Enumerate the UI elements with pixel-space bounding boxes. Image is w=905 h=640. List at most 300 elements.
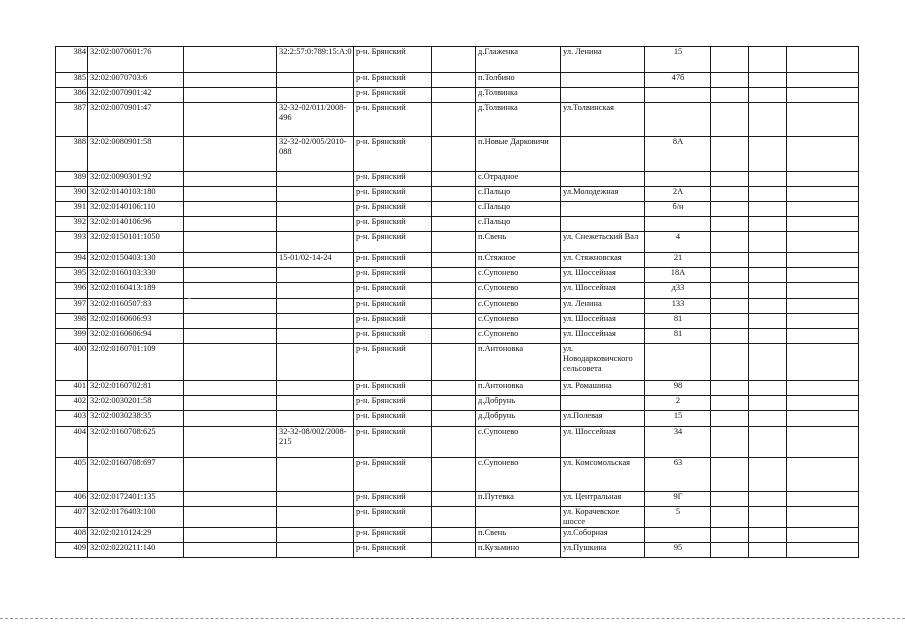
cell-empty [749,103,787,137]
cell-number: 397 [56,299,88,314]
cell-empty [432,427,476,458]
cell-district: р-н. Брянский [354,507,432,528]
table-row [56,47,859,73]
cell-empty [432,411,476,427]
cell-empty [749,253,787,268]
cell-empty [749,543,787,558]
table-row [56,344,859,381]
cell-district: р-н. Брянский [354,528,432,543]
cell-empty [432,396,476,411]
cell-empty [184,283,277,299]
cell-empty [432,492,476,507]
cell-cadastral-number: 32:02:0140106:96 [88,217,184,232]
cell-empty [184,217,277,232]
cell-number: 404 [56,427,88,458]
cell-district: р-н. Брянский [354,217,432,232]
cell-district: р-н. Брянский [354,187,432,202]
table-row [56,507,859,528]
cell-empty [749,507,787,528]
cell-empty [432,253,476,268]
cell-empty [749,314,787,329]
cell-cadastral-number: 32:02:0160708:625 [88,427,184,458]
cell-empty [184,314,277,329]
cell-cadastral-number: 32:02:0160702:81 [88,381,184,396]
cell-district: р-н. Брянский [354,543,432,558]
cell-house: 5 [645,507,711,528]
cell-empty [184,507,277,528]
cell-empty [432,344,476,381]
cell-house: д33 [645,283,711,299]
cell-number: 401 [56,381,88,396]
cell-empty [432,268,476,283]
cell-empty [749,268,787,283]
cell-number: 399 [56,329,88,344]
cell-number: 387 [56,103,88,137]
cell-empty [787,283,859,299]
cell-empty [432,543,476,558]
cell-cadastral-number: 32:02:0220211:140 [88,543,184,558]
cell-registration-number [277,283,354,299]
cell-registration-number [277,232,354,253]
cell-empty [749,427,787,458]
cell-house [645,103,711,137]
cell-cadastral-number: 32:02:0176403:100 [88,507,184,528]
cell-house: 133 [645,299,711,314]
cell-registration-number [277,217,354,232]
table-row [56,137,859,172]
cell-empty [787,344,859,381]
cell-house: б/н [645,202,711,217]
cell-registration-number [277,507,354,528]
cell-district: р-н. Брянский [354,458,432,492]
cell-settlement: д.Глаженка [476,47,561,73]
cell-empty [711,187,749,202]
cell-empty [711,47,749,73]
cell-registration-number [277,88,354,103]
cell-district: р-н. Брянский [354,47,432,73]
cell-empty [749,458,787,492]
cell-cadastral-number: 32:02:0160507:83 [88,299,184,314]
cell-empty [711,458,749,492]
cell-empty [184,329,277,344]
cell-settlement: д.Толвинка [476,103,561,137]
cell-empty [787,543,859,558]
cell-settlement: с.Супонево [476,458,561,492]
cell-settlement: д.Толвинка [476,88,561,103]
cell-empty [711,381,749,396]
cell-settlement: с.Супонево [476,268,561,283]
cell-settlement: п.Толбино [476,73,561,88]
cell-cadastral-number: 32:02:0210124:29 [88,528,184,543]
cell-empty [749,217,787,232]
cell-street: ул.Соборная [561,528,645,543]
cell-empty [184,411,277,427]
cell-cadastral-number: 32:02:0160708:697 [88,458,184,492]
cell-empty [711,507,749,528]
cell-district: р-н. Брянский [354,73,432,88]
cell-empty [184,299,277,314]
cell-street [561,396,645,411]
cell-number: 388 [56,137,88,172]
cell-registration-number: 32:2:57:0:789:15:А:0 [277,47,354,73]
cell-empty [711,396,749,411]
cell-district: р-н. Брянский [354,396,432,411]
cell-registration-number [277,528,354,543]
cell-empty [432,88,476,103]
cell-house [645,344,711,381]
cell-empty [749,329,787,344]
cell-empty [711,344,749,381]
cell-house: 95 [645,543,711,558]
cell-district: р-н. Брянский [354,329,432,344]
table-row [56,283,859,299]
cell-empty [749,232,787,253]
cell-empty [432,172,476,187]
cell-street: ул. Шоссейная [561,314,645,329]
cell-empty [711,411,749,427]
cell-empty [711,217,749,232]
cell-cadastral-number: 32:02:0160606:93 [88,314,184,329]
cell-empty [787,528,859,543]
cell-empty [432,232,476,253]
cell-street [561,137,645,172]
cell-number: 403 [56,411,88,427]
cell-number: 393 [56,232,88,253]
cell-cadastral-number: 32:02:0150101:1050 [88,232,184,253]
cell-empty [711,103,749,137]
cell-registration-number: 32-32-08/002/2008-215 [277,427,354,458]
cell-district: р-н. Брянский [354,314,432,329]
cell-empty [711,314,749,329]
cell-empty [432,202,476,217]
cell-street: ул. Ленина [561,47,645,73]
cell-empty [184,381,277,396]
cell-street: ул. Шоссейная [561,283,645,299]
cell-cadastral-number: 32:02:0140106:110 [88,202,184,217]
cell-empty [787,217,859,232]
table-row [56,232,859,253]
cell-cadastral-number: 32:02:0070601:76 [88,47,184,73]
cell-registration-number [277,381,354,396]
cell-empty [432,381,476,396]
cell-empty [749,283,787,299]
table-row [56,268,859,283]
cell-settlement: д.Добрунь [476,411,561,427]
cell-empty [184,73,277,88]
cell-settlement: п.Антоновка [476,381,561,396]
cell-street: ул. Новодарковичского сельсовета [561,344,645,381]
cell-empty [787,232,859,253]
cell-registration-number: 32-32-02/011/2008-496 [277,103,354,137]
cell-registration-number [277,458,354,492]
cell-empty [432,73,476,88]
cell-cadastral-number: 32:02:0070901:47 [88,103,184,137]
table-row [56,528,859,543]
cell-empty [184,88,277,103]
cell-empty [432,299,476,314]
cell-street: ул. Комсомольская [561,458,645,492]
cell-street: ул.Пушкина [561,543,645,558]
cell-registration-number [277,396,354,411]
cell-empty [749,381,787,396]
cell-street: ул. Шоссейная [561,268,645,283]
cell-district: р-н. Брянский [354,103,432,137]
cell-empty [711,427,749,458]
cell-empty [432,507,476,528]
cell-house: 21 [645,253,711,268]
table-row [56,103,859,137]
cell-number: 406 [56,492,88,507]
cell-empty [787,253,859,268]
cell-registration-number [277,172,354,187]
cell-house: 9Г [645,492,711,507]
cell-empty [787,299,859,314]
cell-empty [787,492,859,507]
table-row [56,299,859,314]
cell-settlement: п.Антоновка [476,344,561,381]
cell-empty [787,329,859,344]
cell-district: р-н. Брянский [354,172,432,187]
cell-house [645,217,711,232]
cell-empty [711,137,749,172]
cell-number: 407 [56,507,88,528]
cell-district: р-н. Брянский [354,88,432,103]
cell-cadastral-number: 32:02:0160103:330 [88,268,184,283]
cell-district: р-н. Брянский [354,202,432,217]
cell-empty [749,396,787,411]
cell-empty [184,344,277,381]
cell-empty [184,528,277,543]
cell-empty [432,137,476,172]
cell-registration-number [277,543,354,558]
cell-settlement: п.Свень [476,232,561,253]
cell-registration-number [277,202,354,217]
cell-empty [787,268,859,283]
table-row [56,329,859,344]
cell-empty [749,187,787,202]
cell-settlement: д.Добрунь [476,396,561,411]
cell-cadastral-number: 32:02:0030238:35 [88,411,184,427]
cell-house: 34 [645,427,711,458]
cell-empty [711,329,749,344]
cell-house [645,172,711,187]
cell-empty [787,137,859,172]
cell-empty [711,232,749,253]
cell-number: 395 [56,268,88,283]
cell-settlement: с.Супонево [476,427,561,458]
property-registry-table [55,46,859,558]
cell-house [645,528,711,543]
cell-empty [711,253,749,268]
cell-house: 18А [645,268,711,283]
cell-street: ул. Ленина [561,299,645,314]
cell-empty [749,137,787,172]
cell-empty [184,103,277,137]
cell-district: р-н. Брянский [354,411,432,427]
cell-cadastral-number: 32:02:0140103:180 [88,187,184,202]
cell-empty [749,299,787,314]
cell-cadastral-number: 32:02:0070703:6 [88,73,184,88]
cell-settlement: с.Супонево [476,329,561,344]
cell-empty [749,73,787,88]
cell-empty [711,202,749,217]
cell-street: ул.Полевая [561,411,645,427]
table-row [56,202,859,217]
cell-number: 391 [56,202,88,217]
cell-empty [711,88,749,103]
cell-empty [711,172,749,187]
cell-number: 389 [56,172,88,187]
cell-empty [787,73,859,88]
cell-number: 390 [56,187,88,202]
cell-registration-number [277,411,354,427]
cell-empty [787,381,859,396]
cell-district: р-н. Брянский [354,137,432,172]
cell-empty [749,47,787,73]
cell-street [561,202,645,217]
cell-registration-number [277,492,354,507]
cell-settlement: с.Пальцо [476,217,561,232]
cell-empty [184,253,277,268]
cell-empty [787,187,859,202]
cell-settlement: п.Свень [476,528,561,543]
cell-empty [184,172,277,187]
cell-settlement: с.Супонево [476,314,561,329]
cell-street [561,217,645,232]
table-row [56,172,859,187]
cell-empty [432,47,476,73]
cell-cadastral-number: 32:02:0090301:92 [88,172,184,187]
cell-house: 15 [645,411,711,427]
cell-street: ул.Молодежная [561,187,645,202]
cell-empty [184,202,277,217]
cell-empty [787,427,859,458]
scan-speck [188,298,191,299]
cell-registration-number: 15-01/02-14-24 [277,253,354,268]
cell-empty [432,314,476,329]
cell-number: 394 [56,253,88,268]
cell-empty [787,411,859,427]
cell-house: 98 [645,381,711,396]
cell-number: 392 [56,217,88,232]
cell-number: 396 [56,283,88,299]
table-row [56,396,859,411]
cell-settlement: п.Стяжное [476,253,561,268]
cell-empty [749,344,787,381]
cell-street: ул. Снежетьский Вал [561,232,645,253]
cell-empty [184,492,277,507]
cell-empty [787,172,859,187]
cell-settlement: с.Пальцо [476,187,561,202]
cell-district: р-н. Брянский [354,381,432,396]
cell-cadastral-number: 32:02:0172401:135 [88,492,184,507]
cell-house: 81 [645,314,711,329]
cell-empty [711,543,749,558]
cell-settlement: с.Супонево [476,299,561,314]
cell-street: ул. Шоссейная [561,329,645,344]
cell-house: 4 [645,232,711,253]
table-row [56,217,859,232]
cell-empty [711,283,749,299]
cell-empty [432,103,476,137]
cell-street: ул. Стяжновская [561,253,645,268]
cell-empty [184,396,277,411]
table-row [56,381,859,396]
table-row [56,187,859,202]
cell-empty [749,528,787,543]
cell-empty [184,232,277,253]
cell-number: 398 [56,314,88,329]
cell-registration-number [277,344,354,381]
cell-number: 384 [56,47,88,73]
cell-street [561,172,645,187]
cell-house: 2А [645,187,711,202]
cell-empty [711,73,749,88]
scan-bottom-edge [0,618,905,619]
cell-number: 386 [56,88,88,103]
cell-empty [432,187,476,202]
cell-empty [184,47,277,73]
cell-district: р-н. Брянский [354,344,432,381]
cell-street: ул.Толвинская [561,103,645,137]
cell-registration-number [277,268,354,283]
cell-number: 402 [56,396,88,411]
cell-settlement: п.Кузьмино [476,543,561,558]
cell-empty [749,411,787,427]
cell-cadastral-number: 32:02:0080901:58 [88,137,184,172]
cell-empty [787,47,859,73]
cell-district: р-н. Брянский [354,268,432,283]
cell-cadastral-number: 32:02:0030201:58 [88,396,184,411]
cell-house: 47б [645,73,711,88]
cell-registration-number [277,299,354,314]
cell-empty [711,492,749,507]
cell-empty [787,458,859,492]
cell-empty [432,217,476,232]
cell-house: 63 [645,458,711,492]
cell-registration-number [277,187,354,202]
cell-street: ул. Шоссейная [561,427,645,458]
cell-house: 15 [645,47,711,73]
cell-house: 8А [645,137,711,172]
cell-cadastral-number: 32:02:0160701:109 [88,344,184,381]
cell-settlement: п.Путевка [476,492,561,507]
cell-empty [432,528,476,543]
cell-empty [749,88,787,103]
cell-number: 385 [56,73,88,88]
cell-empty [184,458,277,492]
cell-district: р-н. Брянский [354,283,432,299]
cell-settlement: п.Новые Дарковичи [476,137,561,172]
cell-district: р-н. Брянский [354,253,432,268]
cell-empty [787,103,859,137]
cell-house: 2 [645,396,711,411]
cell-cadastral-number: 32:02:0160413:189 [88,283,184,299]
cell-settlement: с.Супонево [476,283,561,299]
table-body [56,47,859,558]
cell-empty [787,202,859,217]
cell-street: ул. Центральная [561,492,645,507]
cell-number: 400 [56,344,88,381]
cell-number: 408 [56,528,88,543]
cell-registration-number [277,314,354,329]
table-row [56,492,859,507]
cell-empty [787,88,859,103]
table-row [56,411,859,427]
cell-registration-number: 32-32-02/005/2010-088 [277,137,354,172]
cell-empty [749,172,787,187]
cell-cadastral-number: 32:02:0070901:42 [88,88,184,103]
